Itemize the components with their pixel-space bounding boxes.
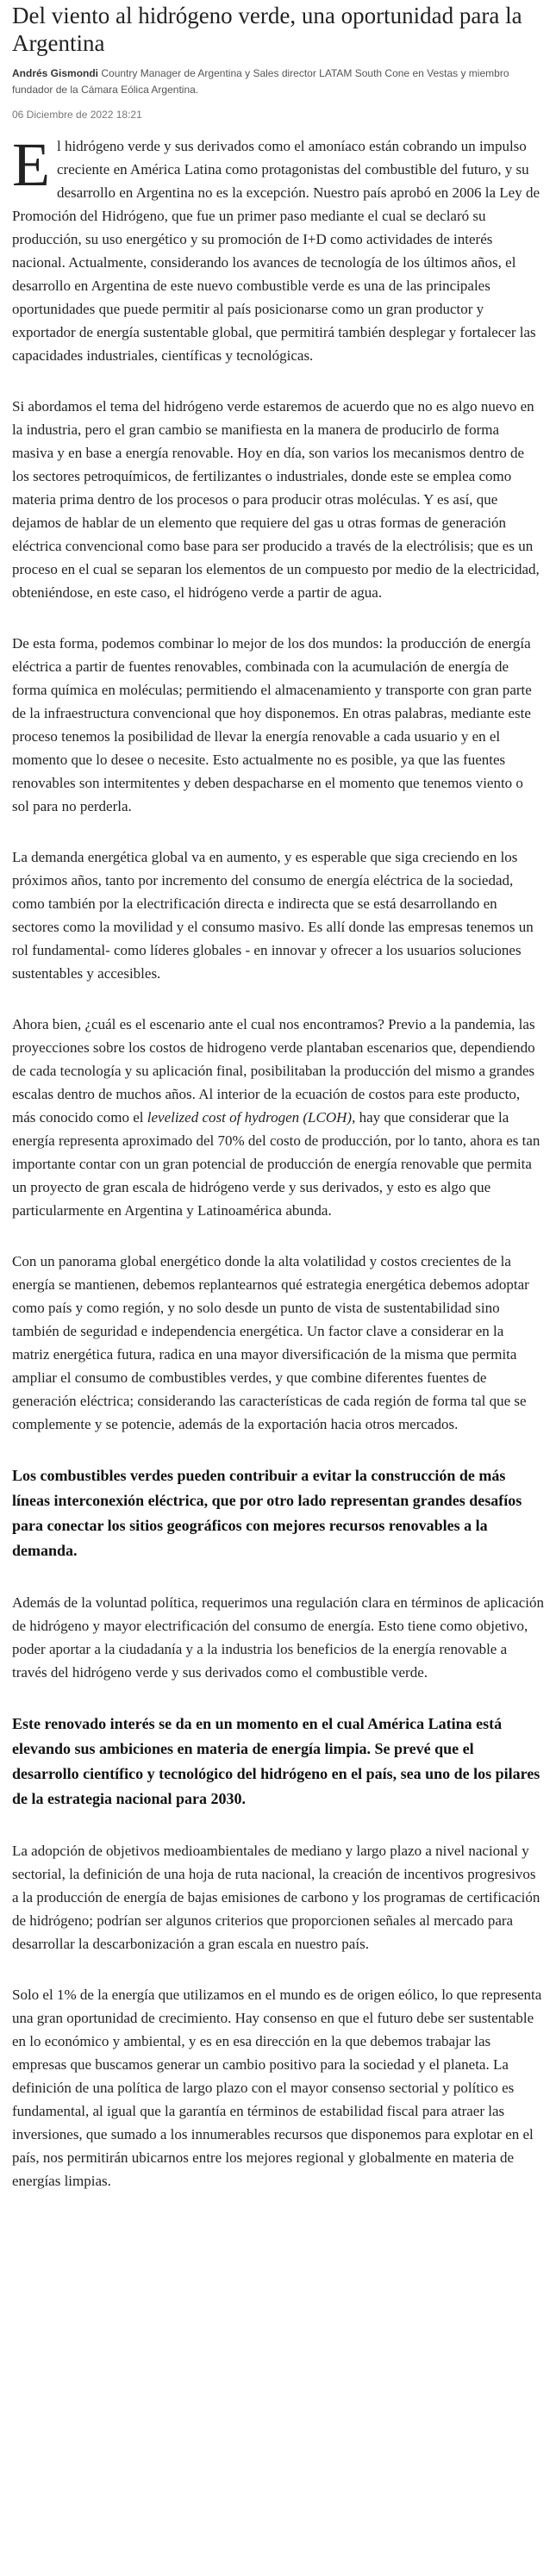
paragraph-1-text: l hidrógeno verde y sus derivados como el amoníaco están cobrando un impulso creciente en América Latina como protagonistas del combustible del futuro, y su desarrollo en Argentina no es la excepción. Nuestro país aprobó en 2006 la Ley de Promoción del Hidrógeno, que fue un primer paso mediante el cual se declaró su producción, su uso energético y su promoción de I+D como actividades de interés nacional. Actualmente, considerando los avances de tecnología de los últimos años, el desarrollo en Argentina de este nuevo combustible verde es una de las principales oportunidades que puede permitir al país posicionarse como un gran productor y exportador de energía sustentable global, que permitirá también desplegar y fortalecer las capacidades industriales, científicas y tecnológicas. [12,138,540,364]
paragraph-5-text-a: Ahora bien, ¿cuál es el escenario ante el cual nos encontramos? Previo a la pandemia, las proyecciones sobre los costos de hidrogeno verde plantaban escenarios que, dependiendo de cada tecnología y su aplicación final, posibilitaban la producción del mismo a grandes escalas dentro de muchos años. Al interior de la ecuación de costos para este producto, más conocido como el [12,1016,535,1126]
highlight-quote-2: Este renovado interés se da en un momento en el cual América Latina está elevando sus ambiciones en materia de energía limpia. Se prevé que el desarrollo científico y tecnológico del hidrógeno en el país, sea uno de los pilares de la estrategia nacional para 2030. [12,1715,540,1807]
paragraph-7: Además de la voluntad política, requerimos una regulación clara en términos de aplicación de hidrógeno y mayor electrificación del consumo de energía. Esto tiene como objetivo, poder aportar a la ciudadanía y a la industria los beneficios de la energía renovable a través del hidrógeno verde y sus derivados como el combustible verde. [12,1594,544,1681]
paragraph-2: Si abordamos el tema del hidrógeno verde estaremos de acuerdo que no es algo nuevo en la industria, pero el gran cambio se manifiesta en la manera de producirlo de forma masiva y en base a energía renovable. Hoy en día, son varios los mecanismos dentro de los sectores petroquímicos, de fertilizantes o industriales, donde este se emplea como materia prima dentro de los procesos o para producir otras moléculas. Y es así, que dejamos de hablar de un elemento que requiere del gas u otras formas de generación eléctrica convencional como base para ser producido a través de la electrólisis; que es un proceso en el cual se separan los elementos de un compuesto por medio de la electricidad, obteniéndose, en este caso, el hidrógeno verde a partir de agua. [12,398,540,601]
drop-cap: E [12,130,50,199]
publish-date: 06 Diciembre de 2022 18:21 [12,109,142,121]
paragraph-9: Solo el 1% de la energía que utilizamos en el mundo es de origen eólico, lo que representa una gran oportunidad de crecimiento. Hay consenso en que el futuro debe ser sustentable en lo económico y ambiental, y es en esa dirección en la que debemos trabajar las empresas que buscamos generar un cambio positivo para la sociedad y el planeta. La definición de una política de largo plazo con el mayor consenso sectorial y político es fundamental, al igual que la garantía en términos de estabilidad fiscal para atraer las inversiones, que sumado a los innumerables recursos que disponemos para explotar en el país, nos permitirán ubicarnos entre los mejores regional y globalmente en materia de energías limpias. [12,1987,542,2189]
author-role: Country Manager de Argentina y Sales director LATAM South Cone en Vestas y miembro fundador de la Cámara Eólica Argentina. [12,67,509,96]
author-name[interactable]: Andrés Gismondi [12,67,99,79]
paragraph-1 [12,130,544,367]
byline [12,65,544,98]
article-title: Del viento al hidrógeno verde, una oportunidad para la Argentina [12,3,522,56]
paragraph-5-text-b: , hay que considerar que la energía representa aproximado del 70% del costo de producción, por lo tanto, ahora es tan importante contar con un gran potencial de producción de energía renovable que permita un proyecto de gran escala de hidrógeno verde y sus derivados, y esto es algo que particularmente en Argentina y Latinoamérica abunda. [12,1109,540,1219]
paragraph-3: De esta forma, podemos combinar lo mejor de los dos mundos: la producción de energía eléctrica a partir de fuentes renovables, combinada con la acumulación de energía de forma química en moléculas; permitiendo el almacenamiento y transporte con gran parte de la infraestructura convencional que hoy disponemos. En otras palabras, mediante este proceso tenemos la posibilidad de llevar la energía renovable a cada usuario y en el momento que lo desee o necesite. Esto actualmente no es posible, ya que las fuentes renovables son intermitentes y deben despacharse en el momento que tenemos viento o sol para no perderla. [12,635,532,814]
paragraph-6: Con un panorama global energético donde la alta volatilidad y costos crecientes de la energía se mantienen, debemos replantearnos qué estrategia energética debemos adoptar como país y como región, y no solo desde un punto de vista de sustentabilidad sino también de seguridad e independencia energética. Un factor clave a considerar en la matriz energética futura, radica en una mayor diversificación de la misma que permita ampliar el consumo de combustibles verdes, y que combine diferentes fuentes de generación eléctrica; considerando las características de cada región de forma tal que se complemente y se potencie, además de la exportación hacia otros mercados. [12,1253,529,1432]
paragraph-8: La adopción de objetivos medioambientales de mediano y largo plazo a nivel nacional y sectorial, la definición de una hoja de ruta nacional, la creación de incentivos progresivos a la producción de energía de bajas emisiones de carbono y los programas de certificación de hidrógeno; podrían ser algunos criterios que proporcionen señales al mercado para desarrollar la descarbonización a gran escala en nuestro país. [12,1843,540,1952]
lcoh-term: levelized cost of hydrogen (LCOH) [147,1109,353,1126]
article-body [12,130,544,2192]
paragraph-4: La demanda energética global va en aumento, y es esperable que siga creciendo en los próximos años, tanto por incremento del consumo de energía eléctrica de la sociedad, como también por la electrificación directa e indirecta que se está desarrollando en sectores como la movilidad y el consumo masivo. Es allí donde las empresas tenemos un rol fundamental- como líderes globales - en innovar y ofrecer a los usuarios soluciones sustentables y accesibles. [12,849,534,982]
paragraph-5 [12,1013,544,1222]
highlight-quote-1: Los combustibles verdes pueden contribuir a evitar la construcción de más líneas interconexión eléctrica, que por otro lado representan grandes desafíos para conectar los sitios geográficos con mejores recursos renovables a la demanda. [12,1467,522,1559]
